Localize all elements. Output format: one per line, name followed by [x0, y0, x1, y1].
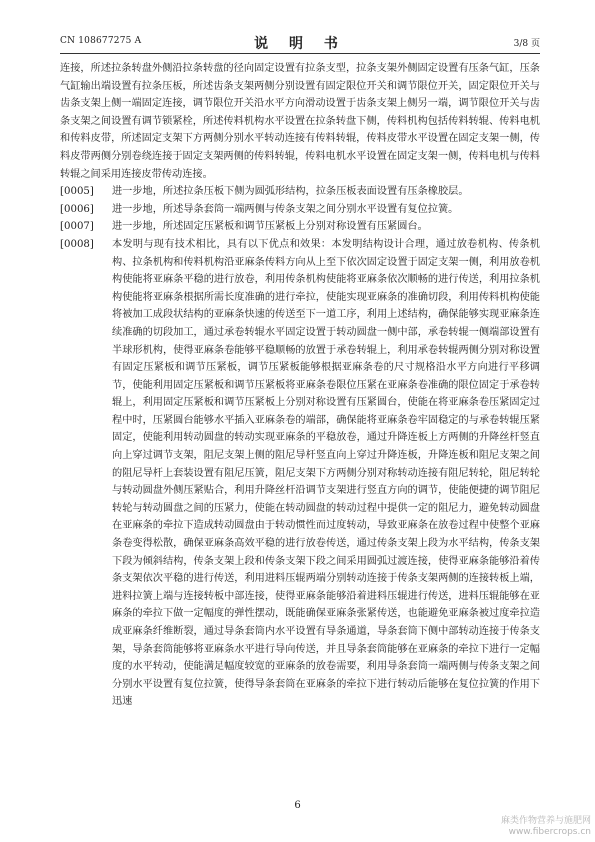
paragraph-0005	[60, 183, 540, 201]
page-number: 6	[294, 800, 301, 811]
watermark-url: www.fibercrops.cn	[508, 827, 591, 837]
paragraph-number: [0008]	[60, 238, 94, 250]
watermark	[501, 816, 591, 838]
header-rule	[60, 53, 540, 54]
document-title: 说 明 书	[254, 36, 346, 52]
watermark-site-name: 麻类作物营养与施肥网	[500, 816, 591, 826]
paragraph-text: 进一步地，所述导条套筒一端两侧与传条支架之间分别水平设置有复位拉簧。	[112, 203, 459, 215]
paragraph-0008	[60, 236, 540, 711]
paragraph-number: [0007]	[60, 221, 94, 233]
paragraph-0007	[60, 218, 540, 236]
paragraph-0006	[60, 201, 540, 219]
patent-number: CN 108677275 A	[60, 36, 142, 46]
paragraph-text: 进一步地，所述固定压紧板和调节压紧板上分别对称设置有压紧圆台。	[112, 221, 428, 233]
page-info: 3/8 页	[513, 39, 540, 49]
page-header	[60, 33, 540, 51]
paragraph-number: [0006]	[60, 203, 94, 215]
paragraph-number: [0005]	[60, 186, 94, 198]
paragraph-text: 本发明与现有技术相比，具有以下优点和效果：本发明结构设计合理，通过放卷机构、传条机构、拉条机构和传料机构沿亚麻条传料方向从上至下依次固定设置于固定支架一侧，利用放卷机构使能将亚麻条平稳的进行放卷，利用传条机构使能将亚麻条依次顺畅的进行传送，利用拉条机构使能将亚麻条根据所需长度准确的进行牵拉，使能实现亚麻条的准确切段，利用传料机构使能将被加工成段状结构的亚麻条快速的传送至下一道工序，利用上述结构，确保能够实现亚麻条连续准确的切段加工，通过承卷转辊水平固定设置于转动圆盘一侧中部，承卷转辊一侧端部设置有半球形机构，使得亚麻条卷能够平稳顺畅的放置于承卷转辊上，利用承卷转辊两侧分别对称设置有固定压紧板和调节压紧板，调节压紧板能够根据亚麻条卷的尺寸规格沿水平方向进行平移调节，使能利用固定压紧板和调节压紧板将亚麻条卷限位压紧在亚麻条卷准确的限位固定于承卷转辊上，利用固定压紧板和调节压紧板上分别对称设置有压紧圆台，使能在将亚麻条卷压紧固定过程中时，压紧圆台能够水平插入亚麻条卷的端部，确保能将亚麻条卷牢固稳定的与承卷转辊压紧固定，使能利用转动圆盘的转动实现亚麻条的平稳放卷，通过升降连板上方两侧的升降丝杆竖直向上穿过调节支架，阻尼支架上侧的阻尼导杆竖直向上穿过升降连板，升降连板和阻尼支架之间的阻尼导杆上套装设置有阻尼压簧，阻尼支架下方两侧分别对称转动连接有阻尼转轮，阻尼转轮与转动圆盘外侧压紧贴合，利用升降丝杆沿调节支架进行竖直方向的调节，使能便捷的调节阻尼转轮与转动圆盘之间的压紧力，使能在转动圆盘的转动过程中提供一定的阻尼力，避免转动圆盘在亚麻条的牵拉下造成转动圆盘由于转动惯性而过度转动，导致亚麻条在放卷过程中使整个亚麻条卷变得松散，确保亚麻条高效平稳的进行放卷传送，通过传条支架上段为水平结构，传条支架下段为倾斜结构，传条支架上段和传条支架下段之间采用圆弧过渡连接，使得亚麻条能够沿着传条支架依次平稳的进行传送，利用进料压辊两端分别转动连接于传条支架两侧的连接转板上端，进料拉簧上端与连接转板中部连接，使得亚麻条能够沿着进料压辊进行传送，进料压辊能够在亚麻条的牵拉下做一定幅度的弹性摆动，既能确保亚麻条张紧传送，也能避免亚麻条被过度牵拉造成亚麻条纤维断裂，通过导条套筒内水平设置有导条通道，导条套筒下侧中部转动连接于传条支架，导条套筒能够将亚麻条水平进行导向传送，并且导条套筒能够在亚麻条的牵拉下进行一定幅度的水平转动，使能满足幅度较宽的亚麻条的放卷需要，利用导条套筒一端两侧与传条支架之间分别水平设置有复位拉簧，使得导条套筒在亚麻条的牵拉下进行转动后能够在复位拉簧的作用下迅速	[112, 238, 540, 708]
description-body	[60, 60, 540, 711]
continuation-paragraph: 连接，所述拉条转盘外侧沿拉条转盘的径向固定设置有拉条支型，拉条支架外侧固定设置有压条气缸，压条气缸输出端设置有拉条压板，所述齿条支架两侧分别设置有固定限位开关和调节限位开关，固定限位开关与齿条支架上侧一端固定连接，调节限位开关沿水平方向滑动设置于齿条支架上侧另一端，调节限位开关与齿条支架之间设置有调节锁紧栓，所述传料机构水平设置在拉条转盘下侧，传料机构包括传料转辊、传料电机和传料皮带，所述固定支架下方两侧分别水平转动连接有传料转辊，传料皮带水平设置在固定支架一侧，传料皮带两侧分别卷绕连接于固定支架两侧的传料转辊，传料电机水平设置在固定支架一侧，传料电机与传料转辊之间采用连接皮带传动连接。	[60, 63, 540, 180]
paragraph-text: 进一步地，所述拉条压板下侧为圆弧形结构，拉条压板表面设置有压条橡胶层。	[112, 186, 469, 198]
